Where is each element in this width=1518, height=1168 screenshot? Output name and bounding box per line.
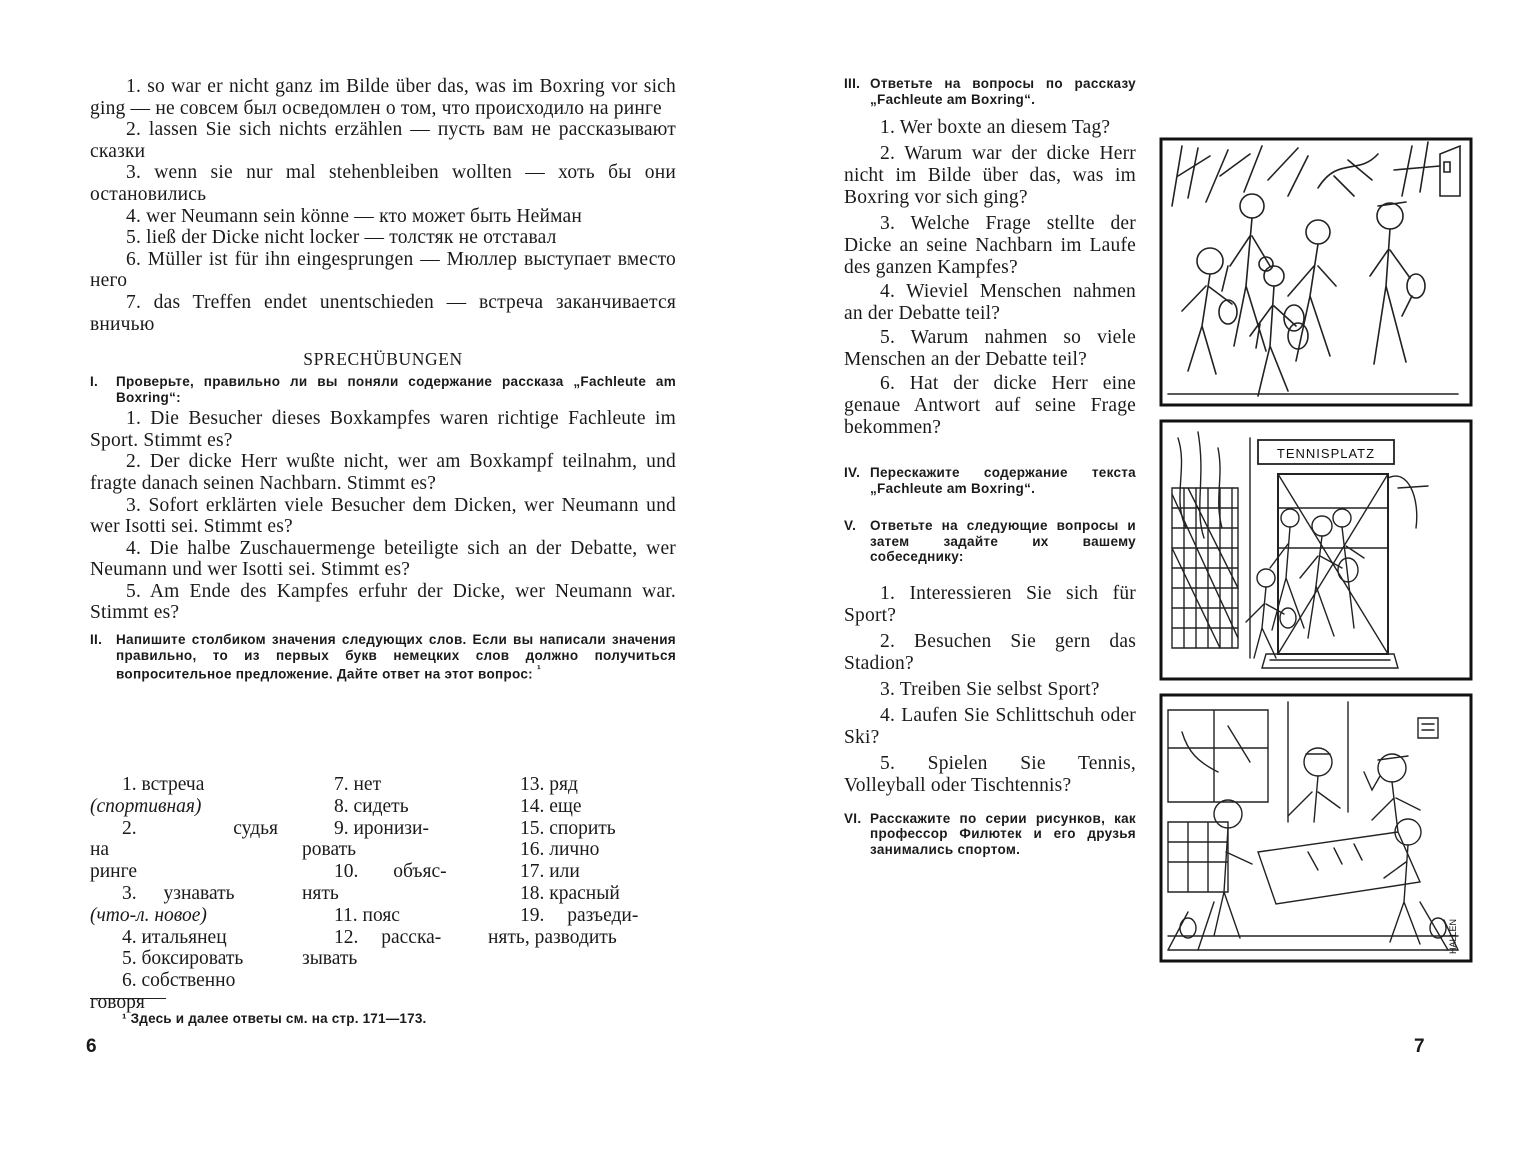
note-item: 1. so war er nicht ganz im Bilde über das, was im Boxring vor sich ging — не совсем был осведомлен о том, что происходило на ринге (90, 76, 676, 119)
cartoon-tennis-entrance (1158, 418, 1474, 682)
vocab-item-cont: ровать (302, 839, 357, 861)
footnote-divider (90, 998, 166, 999)
illustration-walk-to-tennis (1158, 136, 1474, 408)
page-number-right: 7 (1414, 1036, 1425, 1057)
question-item: 4. Die halbe Zuschauermenge beteiligte sich an der Debatte, wer Neumann und wer Isotti sei. Stimmt es? (90, 537, 676, 581)
right-text-column (844, 76, 1136, 857)
question-item: 4. Wieviel Menschen nahmen an der Debatte teil? (844, 281, 1136, 324)
right-page (759, 0, 1518, 1168)
vocab-item: 15. спорить (520, 817, 616, 839)
note-item: 5. ließ der Dicke nicht locker — толстяк не отставал (126, 227, 557, 249)
footnote: ¹ Здесь и далее ответы см. на стр. 171—173. (122, 1011, 427, 1026)
question-item: 5. Spielen Sie Tennis, Volleyball oder Tischtennis? (844, 752, 1136, 796)
task-4-instruction (844, 465, 1136, 496)
task-text: Проверьте, правильно ли вы поняли содержание рассказа „Fachleute am Boxring“: (116, 374, 676, 405)
task-text: Напишите столбиком значения следующих слов. Если вы написали значения правильно, то из первых букв немецких слов должно получиться вопросительное предложение. Дайте ответ на этот вопрос: (116, 632, 676, 682)
vocab-item-cont: нять (302, 882, 339, 904)
vocab-item-cont: говоря (90, 991, 145, 1013)
vocab-column-3 (488, 774, 676, 948)
vocab-item: 6. собственно (122, 970, 236, 992)
cartoon-walking-players (1158, 136, 1474, 408)
task-5-items (844, 583, 1136, 797)
artist-signature: HALLEN (1448, 918, 1458, 954)
vocab-item: 19. разъеди- (520, 904, 639, 926)
vocab-item: 16. лично (520, 839, 600, 861)
vocab-column-1 (90, 774, 278, 1014)
note-item: 2. lassen Sie sich nichts erzählen — пусть вам не рассказывают сказки (90, 119, 676, 162)
vocab-item-note: (что-л. новое) (90, 904, 207, 926)
question-item: 5. Am Ende des Kampfes erfuhr der Dicke, wer Neumann war. Stimmt es? (90, 580, 676, 624)
task-text: Расскажите по серии рисунков, как профессор Филютек и его друзья занимались спортом. (870, 810, 1136, 857)
footnote-mark: ¹ (537, 664, 542, 677)
page-number-left: 6 (86, 1036, 97, 1057)
question-item: 1. Die Besucher dieses Boxkampfes waren richtige Fachleute im Sport. Stimmt es? (90, 408, 676, 451)
task-number: III. (844, 76, 861, 91)
question-item: 1. Wer boxte an diesem Tag? (880, 117, 1111, 138)
question-item: 2. Der dicke Herr wußte nicht, wer am Boxkampf teilnahm, und fragte danach seinen Nachbarn. Stimmt es? (90, 451, 676, 494)
vocab-item: 12. расска- (334, 926, 442, 948)
question-item: 1. Interessieren Sie sich für Sport? (844, 582, 1136, 626)
task-text: Ответьте на вопросы по рассказу „Fachleute am Boxring“. (870, 76, 1136, 107)
illustration-tennis-court-entrance (1158, 418, 1474, 682)
tennisplatz-sign: TENNISPLATZ (1276, 446, 1376, 461)
note-item: 7. das Treffen endet unentschieden — встреча заканчивается вничью (90, 291, 676, 335)
task-number: V. (844, 518, 857, 533)
note-item: 6. Müller ist für ihn eingesprungen — Мюллер выступает вместо него (90, 248, 676, 292)
question-item: 2. Besuchen Sie gern das Stadion? (844, 630, 1136, 674)
vocabulary-notes (90, 76, 676, 335)
cartoon-card-players (1158, 692, 1474, 964)
vocab-item: 7. нет (334, 774, 382, 795)
vocab-item: 10. объяс- (334, 861, 447, 883)
vocabulary-table (90, 774, 676, 1013)
task-6-instruction (844, 811, 1136, 858)
vocab-item: 4. итальянец (122, 926, 227, 948)
vocab-item: 1. встреча (122, 774, 205, 795)
question-item: 2. Warum war der dicke Herr nicht im Bilde über das, was im Boxring vor sich ging? (844, 143, 1136, 208)
note-item: 3. wenn sie nur mal stehenbleiben wollten — хоть бы они остановились (90, 162, 676, 205)
vocab-item: 18. красный (520, 882, 620, 904)
vocab-column-2 (302, 774, 464, 970)
question-item: 3. Sofort erklärten viele Besucher dem Dicken, wer Neumann und wer Isotti sei. Stimmt es? (90, 494, 676, 538)
question-item: 5. Warum nahmen so viele Menschen an der Debatte teil? (844, 327, 1136, 370)
question-item: 3. Welche Frage stellte der Dicke an seine Nachbarn im Laufe des ganzen Kampfes? (844, 213, 1136, 278)
vocab-item: 8. сидеть (334, 795, 409, 817)
task-2-instruction (90, 632, 676, 682)
vocab-item: 14. еще (520, 795, 582, 817)
vocab-item: 2. судья на (90, 817, 278, 861)
section-title: SPRECHÜBUNGEN (303, 349, 463, 370)
vocab-item: 5. боксировать (122, 948, 244, 970)
left-text-column (90, 76, 676, 682)
task-text: Ответьте на следующие вопросы и затем задайте их вашему собеседнику: (870, 518, 1136, 564)
vocab-item: 3. узнавать (122, 882, 235, 904)
task-number: I. (90, 374, 99, 390)
task-1-items (90, 408, 676, 624)
question-item: 6. Hat der dicke Herr eine genaue Antwort auf seine Frage bekommen? (844, 373, 1136, 438)
vocab-item-note: (спортивная) (90, 795, 202, 817)
task-5-instruction (844, 518, 1136, 565)
vocab-item-cont: ринге (90, 861, 138, 883)
vocab-item: 13. ряд (520, 774, 578, 795)
vocab-item-cont: зывать (302, 948, 358, 970)
vocab-item: 9. иронизи- (334, 817, 429, 839)
task-3-items (844, 117, 1136, 439)
illustration-card-game (1158, 692, 1474, 964)
task-number: II. (90, 632, 103, 648)
question-item: 4. Laufen Sie Schlittschuh oder Ski? (844, 704, 1136, 748)
task-1-instruction (90, 374, 676, 405)
task-text: Перескажите содержание текста „Fachleute am Boxring“. (870, 465, 1136, 496)
task-number: VI. (844, 810, 862, 826)
note-item: 4. wer Neumann sein könne — кто может быть Нейман (126, 205, 583, 227)
vocab-item-cont: нять, разводить (488, 926, 617, 948)
vocab-item: 11. пояс (334, 904, 400, 926)
vocab-item: 17. или (520, 861, 580, 883)
task-number: IV. (844, 465, 861, 480)
task-3-instruction (844, 76, 1136, 107)
question-item: 3. Treiben Sie selbst Sport? (880, 678, 1100, 700)
